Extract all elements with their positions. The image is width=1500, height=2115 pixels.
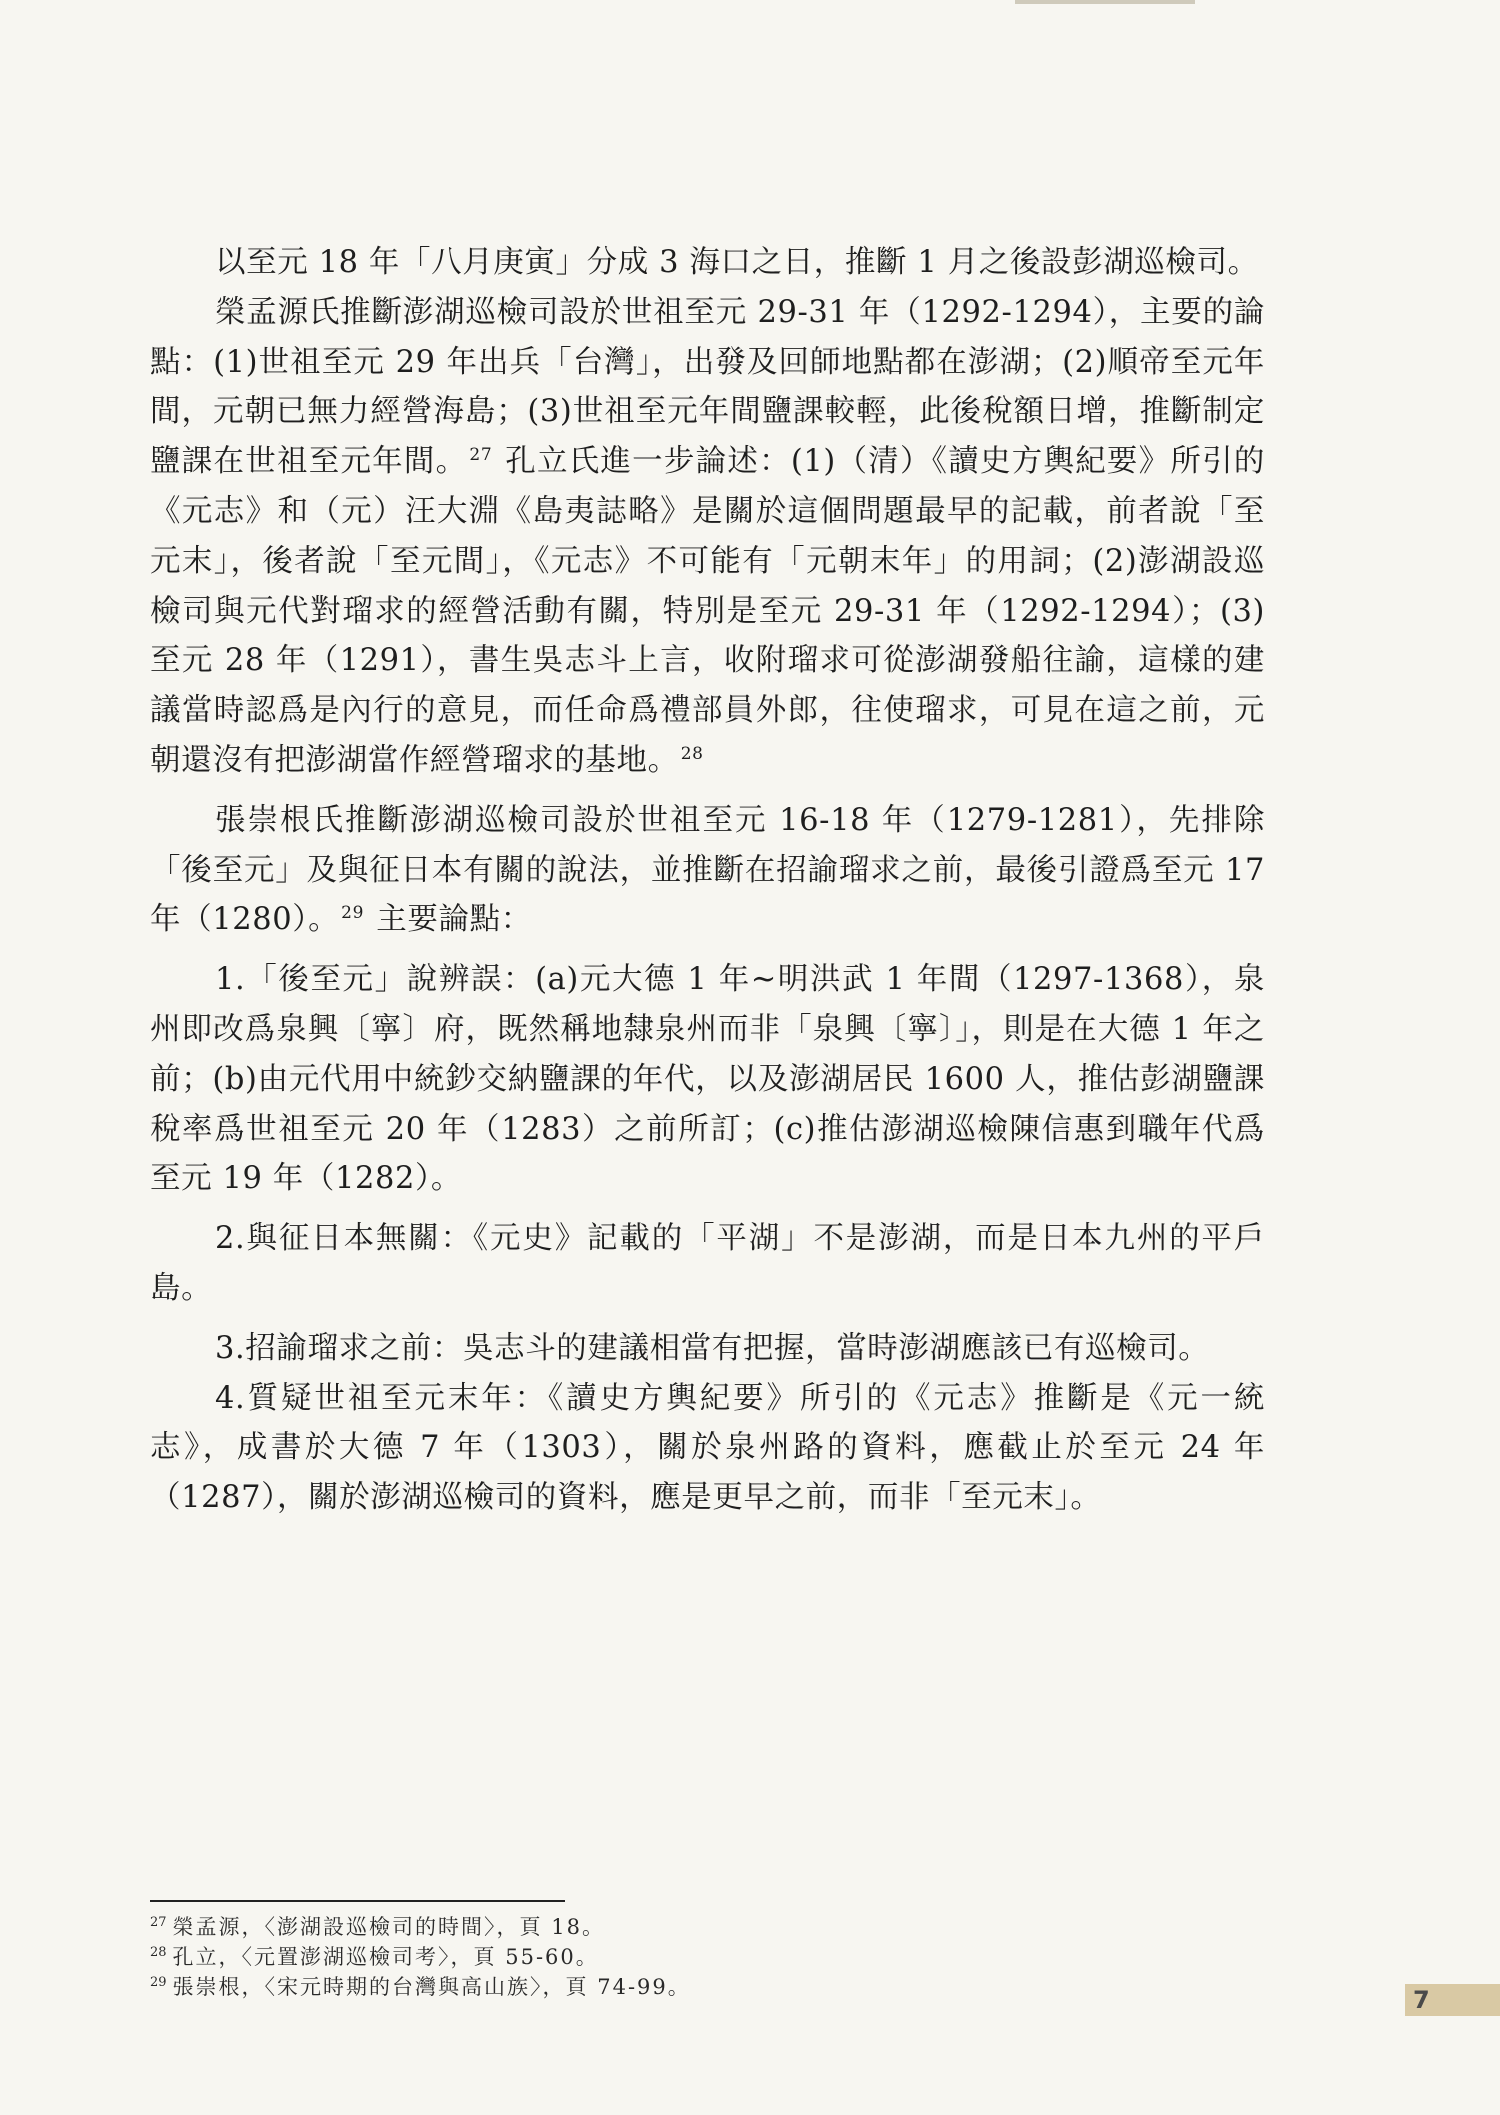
paragraph: 榮孟源氏推斷澎湖巡檢司設於世祖至元 29-31 年（1292-1294），主要的論點：(1)世祖至元 29 年出兵「台灣」，出發及回師地點都在澎湖；(2)順帝至元年間，元朝已無力經營海島；(3)世祖至元年間鹽課較輕，此後稅額日增，推斷制定鹽課在世祖至元年間。 $^{27}$ 孔立氏進一步論述：(1)（清）《讀史方輿紀要》所引的《元志》和（元）汪大淵《島夷誌略》是關於這個問題最早的記載，前者說「至元末」，後者說「至元間」，《元志》不可能有「元朝末年」的用詞；(2)澎湖設巡檢司與元代對瑠求的經營活動有關，特別是至元 29-31 年（1292-1294）；(3)至元 28 年（1291），書生吳志斗上言，收附瑠求可從澎湖發船往諭，這樣的建議當時認爲是內行的意見，而任命爲禮部員外郎，往使瑠求，可見在這之前，元朝還沒有把澎湖當作經營瑠求的基地。 $^{28}$ [150, 294, 1265, 778]
list-item: 3.招諭瑠求之前：吳志斗的建議相當有把握，當時澎湖應該已有巡檢司。 [215, 1330, 1210, 1366]
footnotes [150, 1912, 1050, 2002]
footnote-text: 榮孟源，〈澎湖設巡檢司的時間〉，頁 18。 [172, 1915, 605, 1939]
paragraph: 以至元 18 年「八月庚寅」分成 3 海口之日，推斷 1 月之後設彭湖巡檢司。 [215, 245, 1259, 280]
list-item: 1.「後至元」說辨誤：(a)元大德 1 年~明洪武 1 年間（1297-1368），泉州即改爲泉興〔寧〕府，既然稱地隸泉州而非「泉興〔寧〕」，則是在大德 1 年之前；(b)由元代用中統鈔交納鹽課的年代，以及澎湖居民 1600 人，推估彭湖鹽課稅率爲世祖至元 20 年（1283）之前所訂；(c)推估澎湖巡檢陳信惠到職年代爲至元 19 年（1282）。 [150, 962, 1265, 1197]
page-number-tab [1405, 1984, 1500, 2016]
list-item: 2.與征日本無關：《元史》記載的「平湖」不是澎湖，而是日本九州的平戶島。 [150, 1221, 1265, 1306]
paragraph: 張崇根氏推斷澎湖巡檢司設於世祖至元 16-18 年（1279-1281），先排除「後至元」及與征日本有關的說法，並推斷在招諭瑠求之前，最後引證爲至元 17 年（1280）。 $^{29}$ 主要論點： [150, 802, 1265, 938]
footnote-ref[interactable]: 28 [680, 743, 704, 764]
footnote-mark: 28 [150, 1945, 167, 1960]
page-number: 7 [1413, 1986, 1430, 2014]
footnote [150, 1912, 1050, 1942]
footnote [150, 1942, 1050, 1972]
body-text [150, 238, 1265, 1523]
footnote-divider [150, 1900, 565, 1902]
footnote-mark: 27 [150, 1915, 167, 1930]
footnote-mark: 29 [150, 1975, 167, 1990]
footnote-text: 張崇根，〈宋元時期的台灣與高山族〉，頁 74-99。 [172, 1975, 691, 1999]
footnote-ref[interactable]: 29 [341, 903, 365, 924]
footnote-text: 孔立，〈元置澎湖巡檢司考〉，頁 55-60。 [172, 1945, 599, 1969]
footnote [150, 1972, 1050, 2002]
scan-edge-mark [1015, 0, 1195, 4]
footnote-ref[interactable]: 27 [469, 445, 493, 466]
list-item: 4.質疑世祖至元末年：《讀史方輿紀要》所引的《元志》推斷是《元一統志》，成書於大德 7 年（1303），關於泉州路的資料，應截止於至元 24 年（1287），關於澎湖巡檢司的資料，應是更早之前，而非「至元末」。 [150, 1380, 1265, 1516]
